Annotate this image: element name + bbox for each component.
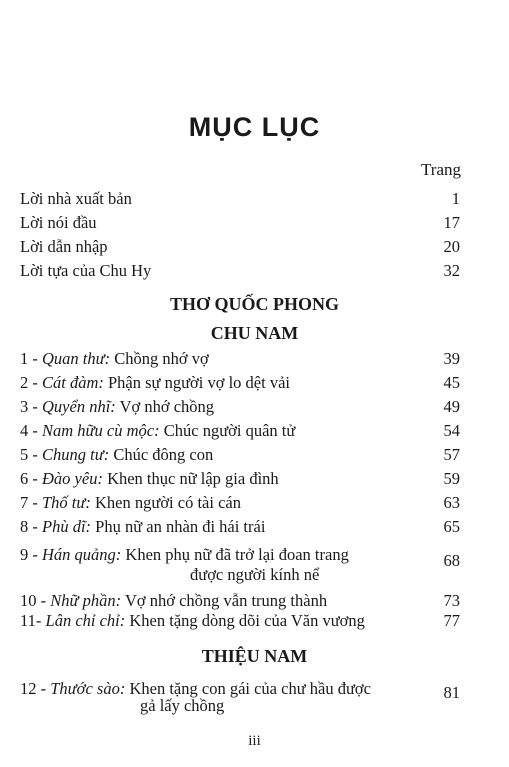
entry-title: Lời dẫn nhập — [20, 237, 108, 256]
toc-entry — [20, 348, 460, 370]
entry-description: Khen người có tài cán — [95, 493, 241, 512]
entry-number: 11- — [20, 611, 42, 630]
toc-entry — [20, 544, 460, 570]
entry-description: Khen tặng con gái của chư hầu được — [129, 679, 371, 698]
subsection-heading-thieu-nam: THIỆU NAM — [201, 646, 308, 666]
toc-entry — [20, 492, 460, 514]
entry-page: 77 — [443, 611, 460, 630]
entry-description-continued: gả lấy chồng — [140, 696, 225, 715]
entry-number: 4 - — [20, 421, 38, 440]
entry-number: 6 - — [20, 469, 38, 488]
entry-title: Thước sào: — [50, 679, 126, 698]
toc-entry — [20, 590, 460, 612]
toc-entry — [20, 516, 460, 538]
entry-title: Hán quảng: — [42, 545, 122, 564]
entry-page: 32 — [443, 261, 460, 280]
page-column-label: Trang — [421, 160, 461, 179]
entry-page: 65 — [443, 517, 460, 536]
entry-page: 68 — [443, 551, 460, 570]
page-number: iii — [248, 733, 261, 749]
toc-entry — [20, 678, 460, 700]
toc-entry — [20, 188, 460, 210]
entry-description: Chúc người quân tử — [163, 421, 296, 440]
entry-description: Phận sự người vợ lo dệt vải — [108, 373, 290, 392]
entry-description: Khen tặng dòng dõi của Văn vương — [129, 611, 365, 630]
entry-page: 59 — [443, 469, 460, 488]
entry-number: 12 - — [20, 679, 47, 698]
entry-page: 39 — [443, 349, 460, 368]
entry-number: 7 - — [20, 493, 38, 512]
entry-description: Chồng nhớ vợ — [114, 349, 209, 368]
entry-page: 17 — [443, 213, 460, 232]
entry-number: 3 - — [20, 397, 38, 416]
toc-entry — [20, 212, 460, 234]
entry-title: Lời tựa của Chu Hy — [20, 261, 152, 280]
entry-page: 45 — [443, 373, 460, 392]
entry-description: Chúc đông con — [113, 445, 214, 464]
entry-page: 54 — [443, 421, 460, 440]
toc-entry — [20, 444, 460, 466]
entry-page: 73 — [443, 591, 460, 610]
page-title: MỤC LỤC — [188, 112, 321, 142]
entry-title: Lời nói đầu — [20, 213, 97, 232]
entry-page: 1 — [451, 189, 460, 208]
entry-number: 9 - — [20, 545, 38, 564]
entry-description: Vợ nhớ chồng — [119, 397, 215, 416]
entry-page: 63 — [443, 493, 460, 512]
entry-title: Lân chỉ chỉ: — [45, 611, 126, 630]
toc-entry — [20, 396, 460, 418]
toc-entry — [20, 260, 460, 282]
entry-description: Vợ nhớ chồng vẫn trung thành — [124, 591, 328, 610]
entry-number: 2 - — [20, 373, 38, 392]
entry-title: Phù dĩ: — [42, 517, 92, 536]
entry-number: 8 - — [20, 517, 38, 536]
entry-page: 20 — [443, 237, 460, 256]
toc-entry — [20, 236, 460, 258]
toc-entry — [20, 610, 460, 632]
entry-page: 49 — [443, 397, 460, 416]
entry-description: Khen phụ nữ đã trở lại đoan trang — [125, 545, 349, 564]
entry-number: 10 - — [20, 591, 47, 610]
entry-number: 1 - — [20, 349, 38, 368]
toc-entry — [20, 372, 460, 394]
entry-title: Quyển nhĩ: — [42, 397, 116, 416]
entry-title: Thố tư: — [42, 493, 91, 512]
entry-description-continued: được người kính nể — [190, 565, 320, 584]
toc-entry — [20, 420, 460, 442]
entry-title: Lời nhà xuất bản — [20, 189, 132, 208]
entry-number: 5 - — [20, 445, 38, 464]
subsection-heading-chu-nam: CHU NAM — [210, 323, 299, 343]
entry-title: Cát đàm: — [42, 373, 104, 392]
entry-title: Đào yêu: — [42, 469, 103, 488]
entry-title: Chung tư: — [42, 445, 110, 464]
entry-description: Phụ nữ an nhàn đi hái trái — [95, 517, 266, 536]
entry-page: 81 — [443, 683, 460, 702]
entry-description: Khen thục nữ lập gia đình — [107, 469, 279, 488]
entry-page: 57 — [443, 445, 460, 464]
toc-entry — [20, 468, 460, 490]
entry-title: Nam hữu cù mộc: — [42, 421, 160, 440]
entry-title: Nhữ phần: — [50, 591, 122, 610]
section-heading: THƠ QUỐC PHONG — [169, 294, 339, 314]
entry-title: Quan thư: — [42, 349, 111, 368]
